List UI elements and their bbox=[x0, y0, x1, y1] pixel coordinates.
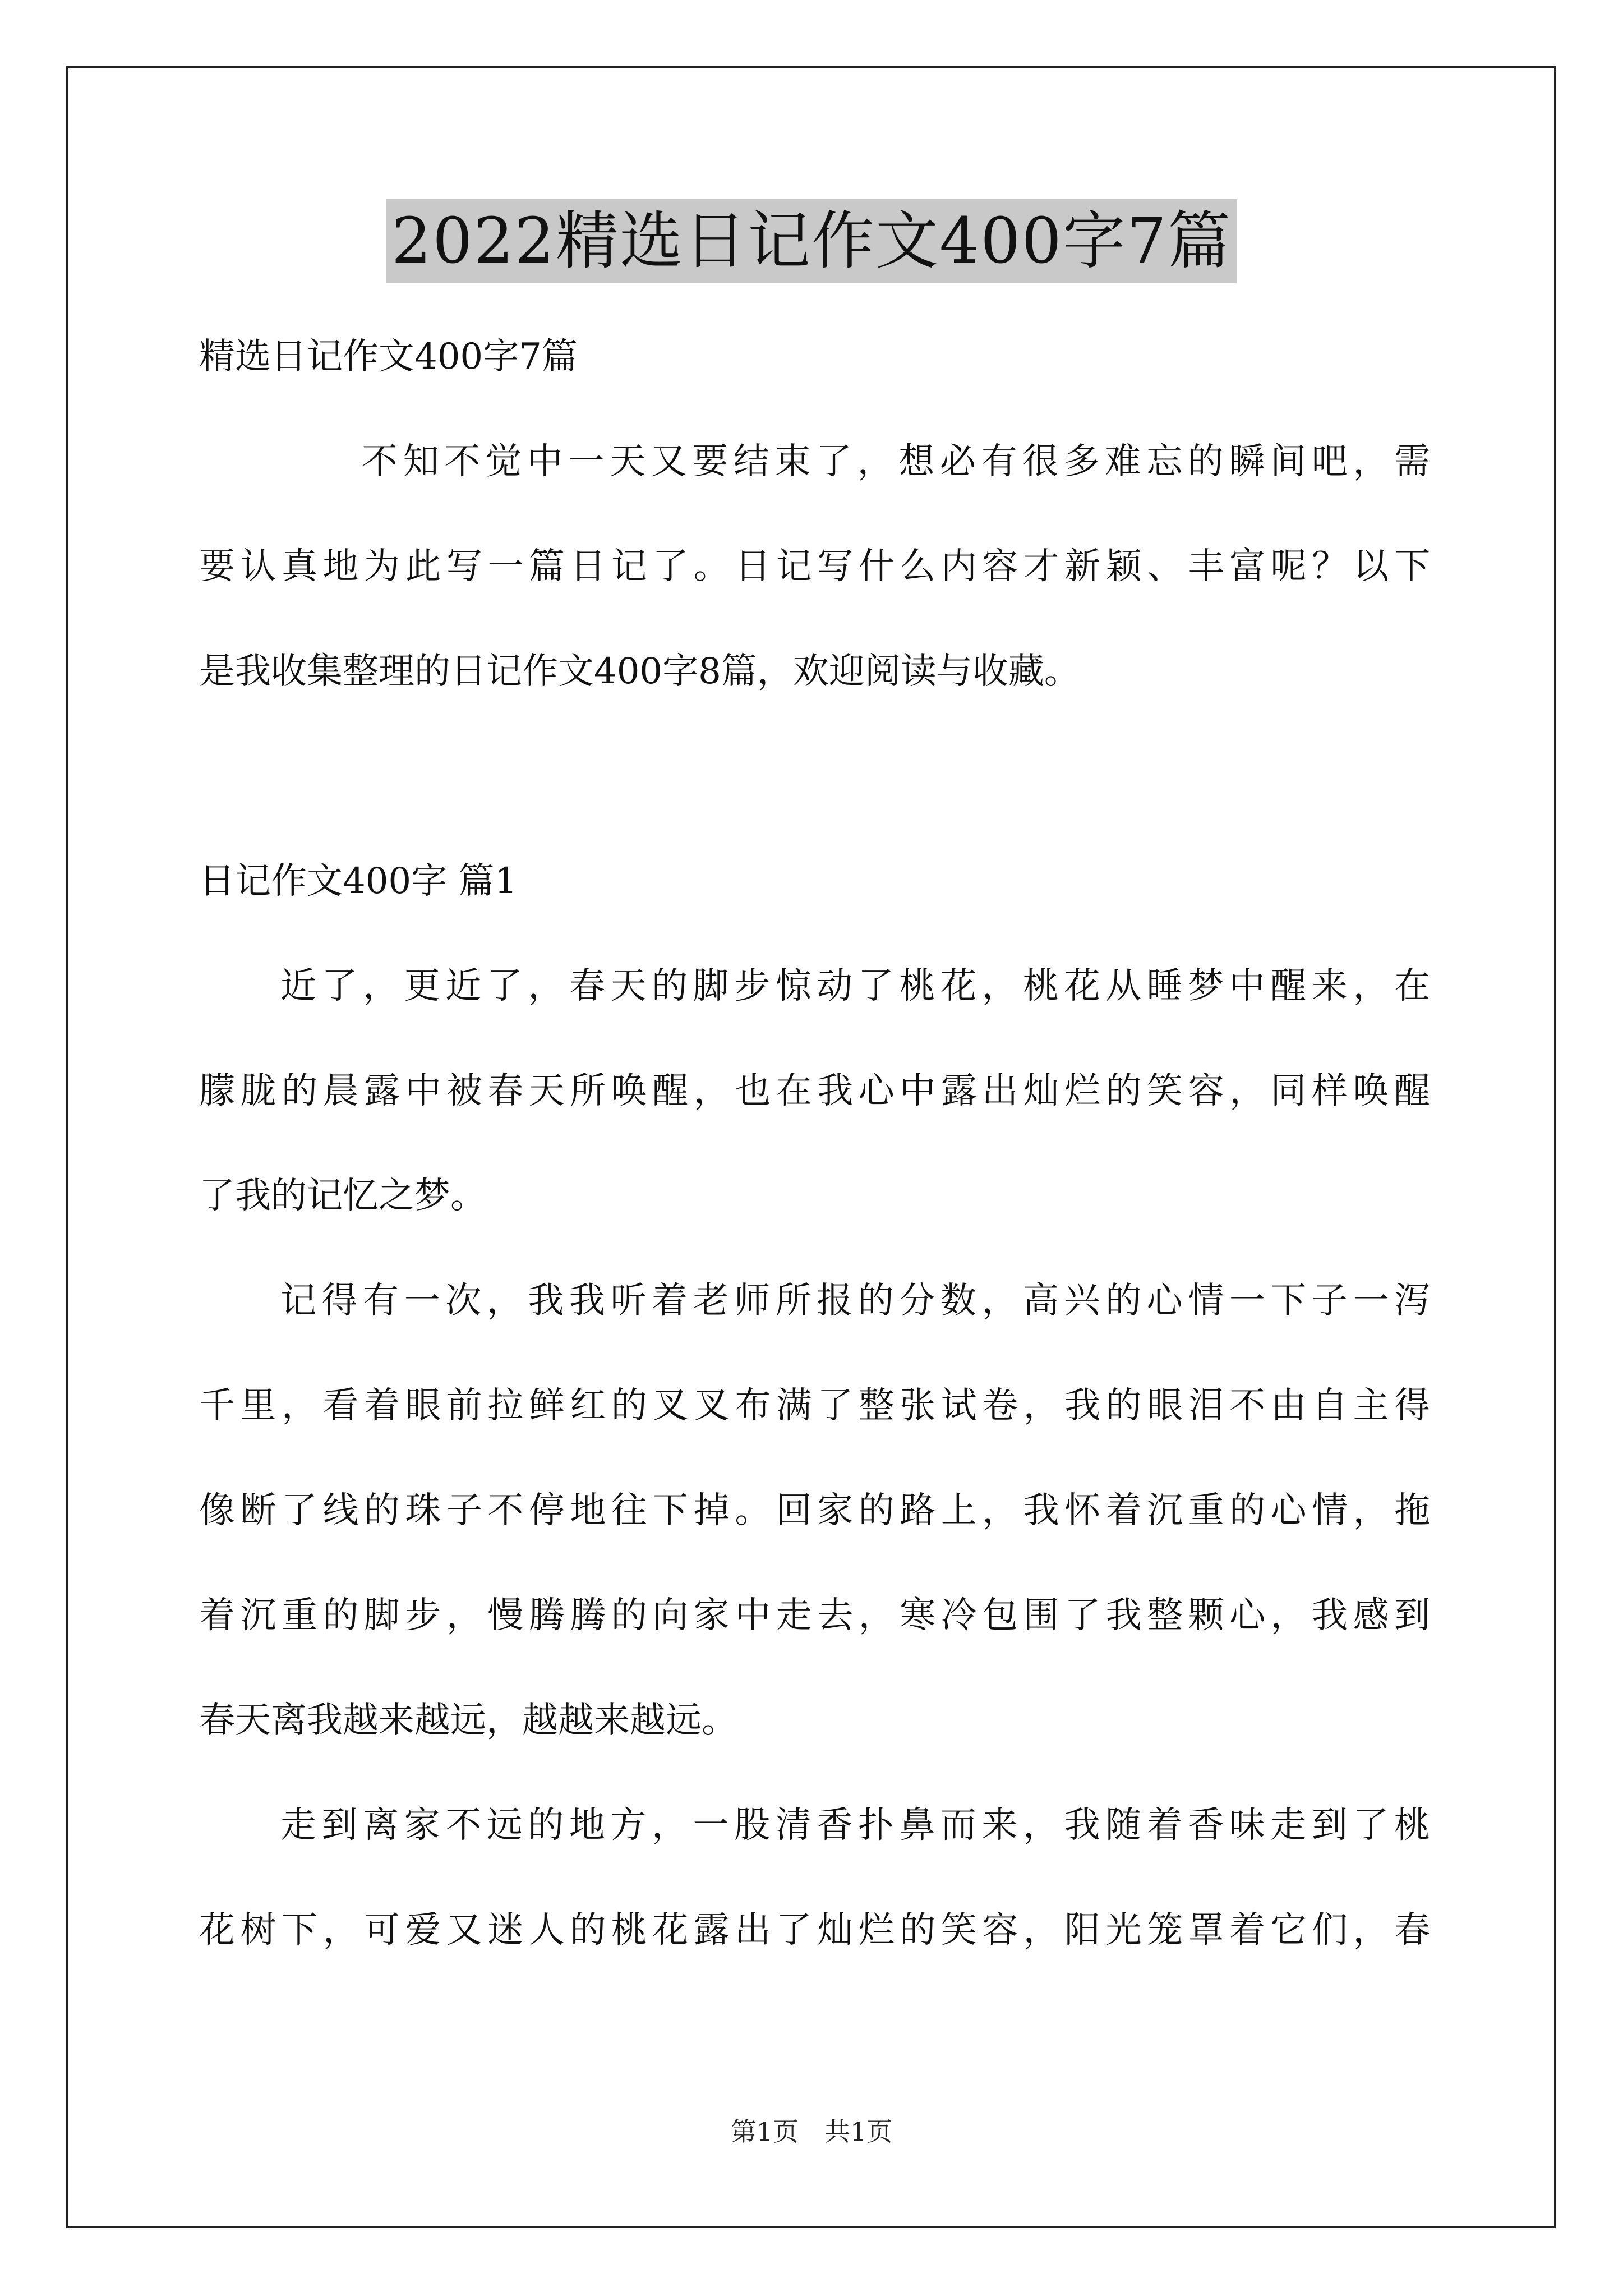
paragraph-line: 走到离家不远的地方，一股清香扑鼻而来，我随着香味走到了桃 bbox=[280, 1805, 1430, 1846]
document-title: 2022精选日记作文400字7篇 bbox=[386, 199, 1237, 283]
intro-line: 是我收集整理的日记作文400字8篇，欢迎阅读与收藏。 bbox=[199, 651, 1080, 692]
document-subtitle: 精选日记作文400字7篇 bbox=[199, 336, 578, 378]
paragraph-line: 朦胧的晨露中被春天所唤醒，也在我心中露出灿烂的笑容，同样唤醒 bbox=[199, 1070, 1430, 1112]
paragraph-line: 近了，更近了，春天的脚步惊动了桃花，桃花从睡梦中醒来，在 bbox=[280, 965, 1430, 1007]
paragraph-line: 像断了线的珠子不停地往下掉。回家的路上，我怀着沉重的心情，拖 bbox=[199, 1490, 1430, 1531]
spacer bbox=[199, 724, 1430, 829]
intro-line: 要认真地为此写一篇日记了。日记写什么内容才新颖、丰富呢？以下 bbox=[199, 546, 1430, 587]
page-footer: 第1页 共1页 bbox=[730, 2116, 893, 2147]
paragraph-line: 千里，看着眼前拉鲜红的叉叉布满了整张试卷，我的眼泪不由自主得 bbox=[199, 1385, 1430, 1427]
section-heading: 日记作文400字 篇1 bbox=[199, 861, 518, 902]
paragraph-line: 花树下，可爱又迷人的桃花露出了灿烂的笑容，阳光笼罩着它们，春 bbox=[199, 1910, 1430, 1951]
intro-line: 不知不觉中一天又要结束了，想必有很多难忘的瞬间吧，需 bbox=[362, 441, 1430, 482]
title-container bbox=[0, 199, 1623, 283]
document-body bbox=[199, 305, 1430, 1983]
paragraph-line: 记得有一次，我我听着老师所报的分数，高兴的心情一下子一泻 bbox=[280, 1280, 1430, 1322]
paragraph-line: 着沉重的脚步，慢腾腾的向家中走去，寒冷包围了我整颗心，我感到 bbox=[199, 1595, 1430, 1636]
paragraph-line: 春天离我越来越远，越越来越远。 bbox=[199, 1700, 737, 1741]
paragraph-line: 了我的记忆之梦。 bbox=[199, 1175, 486, 1217]
